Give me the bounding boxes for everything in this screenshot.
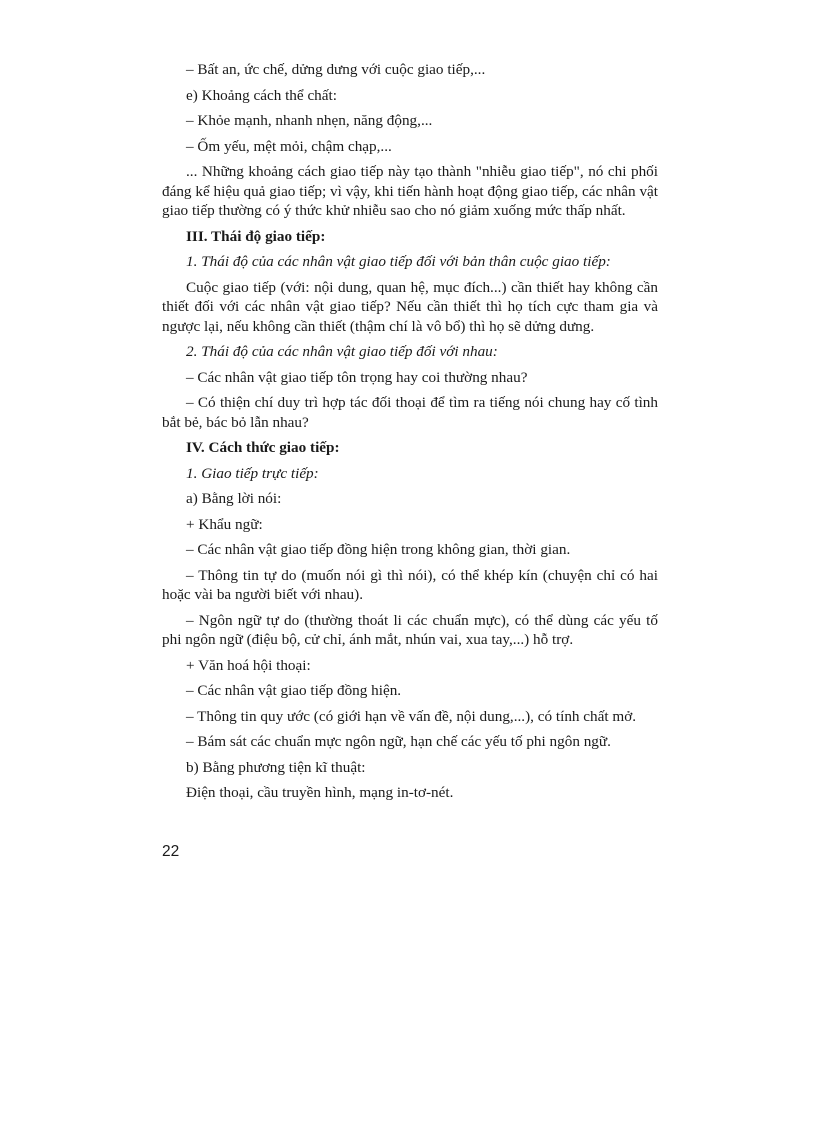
subheading-thai-do-ban-than: 1. Thái độ của các nhân vật giao tiếp đối với bản thân cuộc giao tiếp: (186, 253, 611, 270)
list-item-bam-sat-chuan-muc: – Bám sát các chuẩn mực ngôn ngữ, hạn chế các yếu tố phi ngôn ngữ. (186, 733, 611, 750)
paragraph-cuoc-giao-tiep: Cuộc giao tiếp (với: nội dung, quan hệ, mục đích...) cần thiết hay không cần thiết đối với các nhân vật giao tiếp? Nếu cần thiết thì họ tích cực tham gia và ngược lại, nếu không cần thiết (thậm chí là vô bổ) thì họ sẽ dửng dưng. (162, 278, 658, 335)
page-number: 22 (162, 843, 180, 860)
paragraph-dien-thoai: Điện thoại, cầu truyền hình, mạng in-tơ-nét. (186, 784, 454, 801)
section-heading-cach-thuc: IV. Cách thức giao tiếp: (186, 439, 340, 456)
subheading-thai-do-voi-nhau: 2. Thái độ của các nhân vật giao tiếp đối với nhau: (186, 343, 498, 360)
list-item-ton-trong: – Các nhân vật giao tiếp tôn trọng hay coi thường nhau? (186, 368, 528, 386)
page-body (162, 60, 658, 809)
section-heading-thai-do: III. Thái độ giao tiếp: (186, 227, 326, 245)
list-item-thong-tin-tu-do: – Thông tin tự do (muốn nói gì thì nói), có thể khép kín (chuyện chỉ có hai hoặc vài ba người biết với nhau). (162, 566, 658, 603)
subheading-khau-ngu: + Khẩu ngữ: (186, 515, 263, 533)
subheading-giao-tiep-truc-tiep: 1. Giao tiếp trực tiếp: (186, 464, 319, 482)
subheading-phuong-tien-ki-thuat: b) Bằng phương tiện kĩ thuật: (186, 758, 366, 776)
subheading-khoang-cach-the-chat: e) Khoảng cách thể chất: (186, 86, 337, 104)
list-item-khoe-manh: – Khỏe mạnh, nhanh nhẹn, năng động,... (186, 112, 433, 129)
subheading-bang-loi-noi: a) Bằng lời nói: (186, 490, 282, 507)
paragraph-nhieu-giao-tiep: ... Những khoảng cách giao tiếp này tạo thành "nhiễu giao tiếp", nó chi phối đáng kể hiệu quả giao tiếp; vì vậy, khi tiến hành hoạt động giao tiếp, các nhân vật giao tiếp thường có ý thức khử nhiễu sao cho nó giảm xuống mức thấp nhất. (162, 163, 658, 219)
list-item-thien-chi: – Có thiện chí duy trì hợp tác đối thoại để tìm ra tiếng nói chung hay cố tình bắt bẻ, bác bỏ lẫn nhau? (162, 394, 658, 431)
subheading-van-hoa-hoi-thoai: + Văn hoá hội thoại: (186, 656, 311, 674)
paragraph-bat-an: – Bất an, ức chế, dửng dưng với cuộc giao tiếp,... (186, 61, 486, 78)
list-item-om-yeu: – Ốm yếu, mệt mỏi, chậm chạp,... (186, 137, 392, 155)
list-item-dong-hien: – Các nhân vật giao tiếp đồng hiện. (186, 682, 402, 699)
list-item-dong-hien-khong-gian: – Các nhân vật giao tiếp đồng hiện trong không gian, thời gian. (186, 541, 571, 558)
list-item-thong-tin-quy-uoc: – Thông tin quy ước (có giới hạn về vấn đề, nội dung,...), có tính chất mở. (186, 707, 637, 725)
list-item-ngon-ngu-tu-do: – Ngôn ngữ tự do (thường thoát li các chuẩn mực), có thể dùng các yếu tố phi ngôn ngữ (điệu bộ, cử chỉ, ánh mắt, nhún vai, xua tay,...) hỗ trợ. (162, 611, 658, 648)
